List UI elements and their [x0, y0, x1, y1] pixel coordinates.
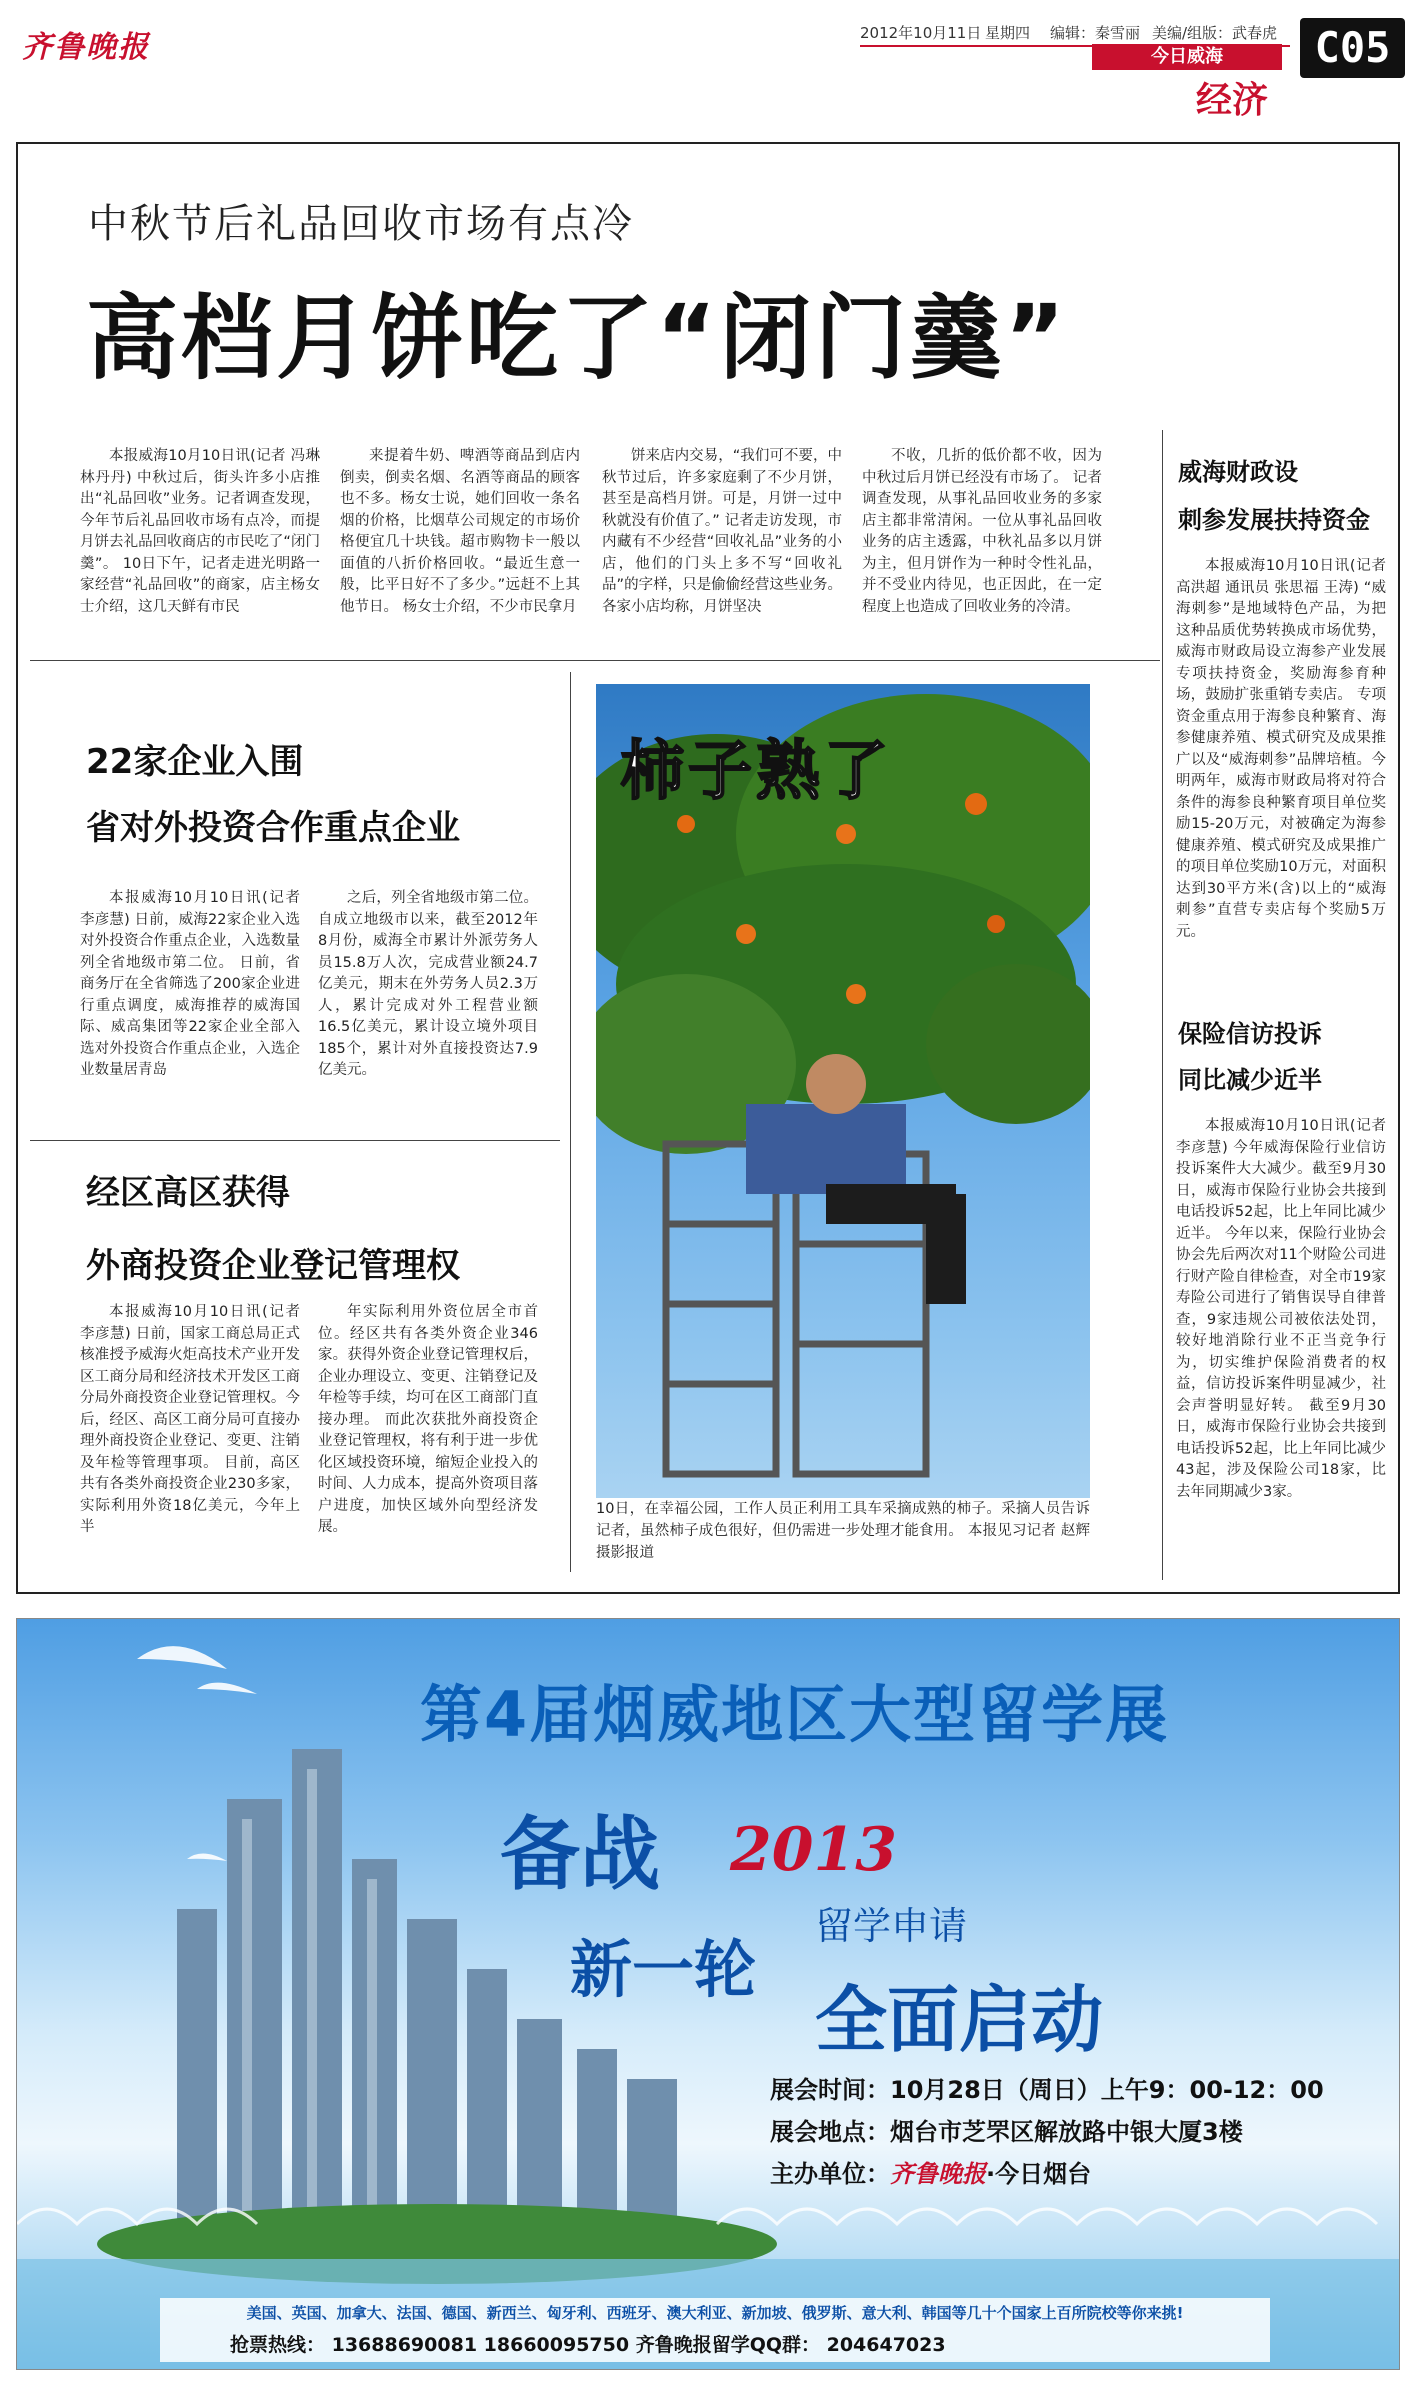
- sidebar-story1-text: 本报威海10月10日讯(记者 高洪超 通讯员 张思福 王涛) “威海刺参”是地域特色产品，为把这种品质优势转换成市场优势，威海市财政局设立海参产业发展专项扶持资金，奖励海参育种场，鼓励扩张重销专卖店。 专项资金重点用于海参良种繁育、海参健康养殖、模式研究及成果推广以及“威海刺参”品牌培植。今明两年，威海市财政局将对符合条件的海参良种繁育项目单位奖励15-20万元，对被确定为海参健康养殖、模式研究及成果推广的项目单位奖励10万元，对面积达到30平方米(含)以上的“威海刺参”直营专卖店每个奖励5万元。: [1176, 558, 1386, 940]
- story3-heading-1: 经区高区获得: [86, 1173, 290, 1213]
- lead-headline: 高档月饼吃了“闭门羹”: [86, 285, 1068, 392]
- story3-heading-2: 外商投资企业登记管理权: [86, 1246, 460, 1286]
- story2-column-2-text: 之后，列全省地级市第二位。 自成立地级市以来，截至2012年8月份，威海全市累计外派劳务人员15.8万人次，完成营业额24.7亿美元，期末在外劳务人员2.3万人，累计完成对外工程营业额16.5亿美元，累计设立境外项目185个，累计对外直接投资达7.9亿美元。: [318, 890, 538, 1078]
- ad-slogan-launch: 全面启动: [815, 1978, 1104, 2062]
- issue-weekday: 星期四: [985, 24, 1031, 42]
- ad-slogan-new-round: 新一轮: [570, 1933, 757, 2006]
- page-number: C05: [1300, 18, 1405, 78]
- story3-column-1-text: 本报威海10月10日讯(记者 李彦慧) 日前，国家工商总局正式核准授予威海火炬高技术产业开发区工商分局和经济技术开发区工商分局外商投资企业登记管理权。今后，经区、高区工商分局可直接办理外商投资企业登记、变更、注销及年检等管理事项。 目前，高区共有各类外商投资企业230多家，实际利用外资18亿美元，今年上半: [80, 1304, 300, 1535]
- divider-photo-left: [570, 672, 571, 1572]
- ad-host-value: ·今日烟台: [986, 2160, 1092, 2188]
- sidebar-story1-heading-1: 威海财政设: [1178, 458, 1298, 486]
- lead-column-1: [80, 446, 320, 640]
- sidebar-story1-heading-2: 刺参发展扶持资金: [1178, 506, 1370, 534]
- divider-story: [30, 1140, 560, 1141]
- ad-host-label: 主办单位：: [770, 2160, 890, 2188]
- ad-hotline: 抢票热线： 13688690081 18660095750 齐鲁晚报留学QQ群： 204647023: [230, 2334, 946, 2356]
- section-title: 经济: [1196, 80, 1269, 121]
- sidebar-story2-heading-1: 保险信访投诉: [1178, 1020, 1322, 1048]
- ad-place-label: 展会地点：: [770, 2118, 890, 2146]
- sidebar-story2-text: 本报威海10月10日讯(记者 李彦慧) 今年威海保险行业信访投诉案件大大减少。截至9月30日，威海市保险行业协会共接到电话投诉52起，比上年同比减少近半。 今年以来，保险行业协会协会先后两次对11个财险公司进行财产险自律检查，对全市19家寿险公司进行了销售误导自律普查，9家违规公司被依法处罚，较好地消除行业不正当竞争行为，切实维护保险消费者的权益，信访投诉案件明显减少，社会声誉明显好转。 截至9月30日，威海市保险行业协会共接到电话投诉52起，比上年同比减少43起，涉及保险公司18家，比去年同期减少3家。: [1176, 1118, 1386, 1500]
- ad-place-row: [770, 2112, 1243, 2147]
- ad-time-value: 10月28日（周日）上午9：00-12：00: [890, 2076, 1324, 2104]
- story2-column-1: [80, 888, 300, 1128]
- sidebar-story2-heading-2: 同比减少近半: [1178, 1066, 1322, 1094]
- lead-column-4-text: 不收，几折的低价都不收，因为中秋过后月饼已经没有市场了。 记者调查发现，从事礼品回收业务的多家店主都非常清闲。一位从事礼品回收业务的店主透露，中秋礼品多以月饼为主，但月饼作为一种时令性礼品，并不受业内待见，也正因此，在一定程度上也造成了回收业务的冷清。: [862, 448, 1102, 615]
- issue-date: 2012年10月11日: [860, 24, 982, 42]
- ad-place-value: 烟台市芝罘区解放路中银大厦3楼: [890, 2118, 1243, 2146]
- lead-column-3: [602, 446, 842, 640]
- lead-kicker: 中秋节后礼品回收市场有点冷: [88, 201, 634, 247]
- ad-title: 第4届烟威地区大型留学展: [420, 1678, 1170, 1751]
- lead-column-2: [340, 446, 580, 640]
- lead-column-4: [862, 446, 1102, 640]
- masthead-logo: 齐鲁晚报: [22, 30, 150, 65]
- ad-slogan-application: 留学申请: [815, 1904, 968, 1948]
- lead-column-3-text: 饼来店内交易，“我们可不要，中秋节过后，许多家庭剩了不少月饼，甚至是高档月饼。可是，月饼一过中秋就没有价值了。” 记者走访发现，市内藏有不少经营“回收礼品”业务的小店，他们的门头上多不写“回收礼品”的字样，只是偷偷经营这些业务。各家小店均称，月饼坚决: [602, 448, 842, 615]
- ad-slogan-year: 2013: [730, 1815, 897, 1885]
- photo-caption: 10日，在幸福公园，工作人员正利用工具车采摘成熟的柿子。采摘人员告诉记者，虽然柿子成色很好，但仍需进一步处理才能食用。 本报见习记者 赵辉 摄影报道: [596, 1501, 1090, 1561]
- design-credit: 美编/组版：武春虎: [1152, 24, 1278, 42]
- ad-countries: 美国、英国、加拿大、法国、德国、新西兰、匈牙利、西班牙、澳大利亚、新加坡、俄罗斯、意大利、韩国等几十个国家上百所院校等你来挑!: [246, 2304, 1184, 2322]
- lead-column-2-text: 来提着牛奶、啤酒等商品到店内倒卖，倒卖名烟、名酒等商品的顾客也不多。杨女士说，她们回收一条名烟的价格，比烟草公司规定的市场价格便宜几十块钱。超市购物卡一般以面值的八折价格回收。“最近生意一般，比平日好不了多少。”远赶不上其他节日。 杨女士介绍，不少市民拿月: [340, 448, 580, 615]
- ad-time-row: [770, 2070, 1324, 2105]
- lead-column-1-text: 本报威海10月10日讯(记者 冯琳 林丹丹) 中秋过后，街头许多小店推出“礼品回收”业务。记者调查发现，今年节后礼品回收市场有点冷，而提月饼去礼品回收商店的市民吃了“闭门羹”。 10日下午，记者走进光明路一家经营“礼品回收”的商家，店主杨女士介绍，这几天鲜有市民: [80, 448, 320, 615]
- editor-credit: 编辑：秦雪丽: [1050, 24, 1141, 42]
- photo-title: 柿子熟了: [620, 735, 892, 809]
- ad-slogan-prepare: 备战: [500, 1808, 660, 1901]
- ad-time-label: 展会时间：: [770, 2076, 890, 2104]
- ad-host-row: [770, 2154, 1091, 2189]
- story2-heading-1: 22家企业入围: [86, 742, 304, 782]
- story2-heading-2: 省对外投资合作重点企业: [86, 808, 460, 848]
- story2-column-2: [318, 888, 538, 1128]
- story2-column-1-text: 本报威海10月10日讯(记者 李彦慧) 日前，威海22家企业入选对外投资合作重点企业，入选数量列全省地级市第二位。 日前，省商务厅在全省筛选了200家企业进行重点调度，威海推荐的威海国际、威高集团等22家企业全部入选对外投资合作重点企业，入选企业数量居青岛: [80, 890, 300, 1078]
- divider-lead-bottom: [30, 660, 1160, 661]
- edition-tag: 今日威海: [1092, 44, 1282, 70]
- sidebar-story2-body: [1176, 1116, 1386, 1556]
- sidebar-story1-body: [1176, 556, 1386, 976]
- story3-column-2-text: 年实际利用外资位居全市首位。经区共有各类外资企业346家。获得外资企业登记管理权后，企业办理设立、变更、注销登记及年检等手续，均可在区工商部门直接办理。 而此次获批外商投资企业登记管理权，将有利于进一步优化区域投资环境，缩短企业投入的时间、人力成本，提高外资项目落户进度，加快区域外向型经济发展。: [318, 1304, 538, 1535]
- story3-column-1: [80, 1302, 300, 1582]
- story3-column-2: [318, 1302, 538, 1582]
- divider-sidebar: [1162, 430, 1163, 1580]
- ad-host-logo: 齐鲁晚报: [890, 2159, 986, 2188]
